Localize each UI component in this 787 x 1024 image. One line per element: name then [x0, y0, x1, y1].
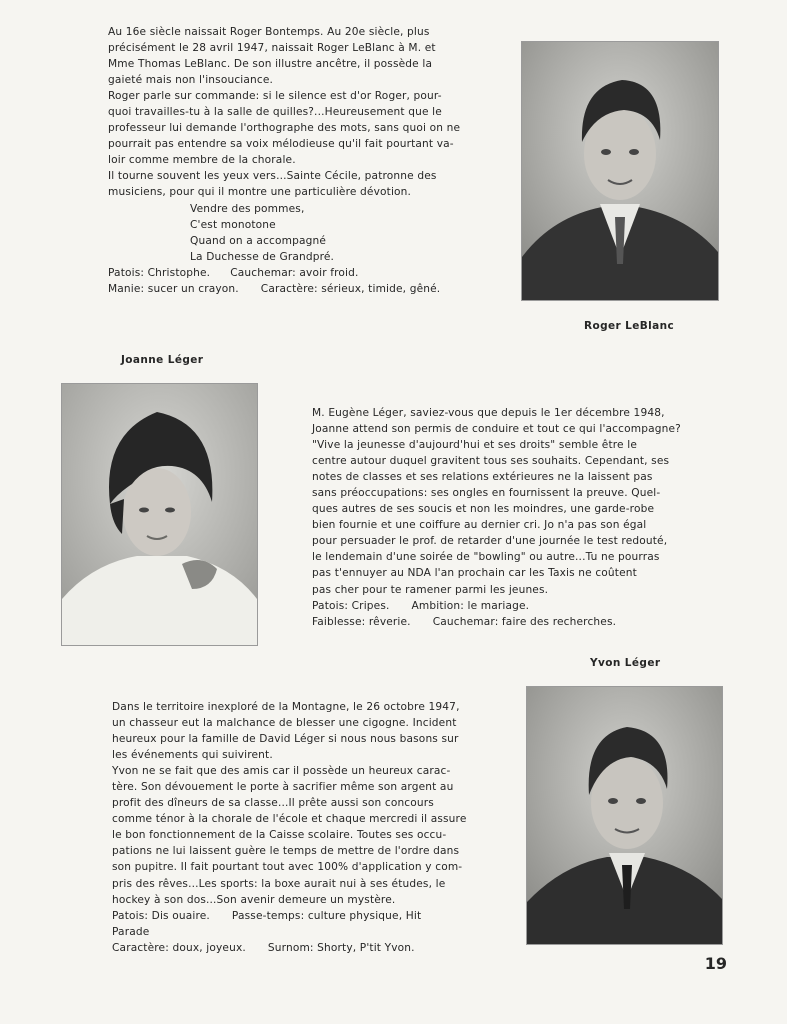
bio-line: pations ne lui laissent guère le temps de mettre de l'ordre dans [112, 845, 460, 858]
caractere: Caractère: sérieux, timide, gêné. [260, 282, 441, 295]
portrait-image [522, 42, 718, 300]
roger-bio [108, 24, 486, 297]
bio-line: Yvon ne se fait que des amis car il possède un heureux carac- [112, 765, 451, 778]
bio-line: son pupitre. Il fait pourtant tout avec 100% d'application y com- [112, 861, 463, 874]
bio-line: le lendemain d'une soirée de "bowling" ou autre...Tu ne pourras [312, 551, 660, 564]
bio-line: Dans le territoire inexploré de la Montagne, le 26 octobre 1947, [112, 701, 460, 713]
traits-line [112, 940, 490, 956]
bio-line: heureux pour la famille de David Léger si nous nous basons sur [112, 733, 459, 746]
traits-line [112, 908, 490, 924]
bio-line: Au 16e siècle naissait Roger Bontemps. Au 20e siècle, plus [108, 26, 430, 38]
page-number: 19 [704, 954, 727, 973]
bio-line: pris des rêves...Les sports: la boxe aurait nui à ses études, le [112, 877, 446, 890]
cauchemar: Cauchemar: avoir froid. [230, 266, 359, 279]
surnom: Surnom: Shorty, P'tit Yvon. [267, 941, 415, 954]
bio-line: un chasseur eut la malchance de blesser une cigogne. Incident [112, 717, 457, 730]
bio-line: notes de classes et ses relations extérieures ne la laissent pas [312, 471, 653, 484]
bio-line: professeur lui demande l'orthographe des mots, sans quoi on ne [108, 122, 461, 135]
bio-line: comme ténor à la chorale de l'école et chaque mercredi il assure [112, 813, 467, 826]
yvon-name-caption: Yvon Léger [590, 657, 661, 669]
manie: Manie: sucer un crayon. [108, 282, 239, 295]
poem-line: C'est monotone [190, 218, 276, 231]
bio-line: hockey à son dos...Son avenir demeure un mystère. [112, 893, 396, 906]
bio-line: précisément le 28 avril 1947, naissait Roger LeBlanc à M. et [108, 42, 436, 55]
bio-line: "Vive la jeunesse d'aujourd'hui et ses droits" semble être le [312, 439, 637, 452]
bio-line: Joanne attend son permis de conduire et tout ce qui l'accompagne? [312, 423, 681, 436]
bio-line: loir comme membre de la chorale. [108, 154, 296, 167]
poem-line: Quand on a accompagné [190, 234, 327, 247]
traits-line [312, 614, 688, 630]
bio-line: Roger parle sur commande: si le silence est d'or Roger, pour- [108, 90, 442, 103]
patois: Patois: Dis ouaire. [112, 909, 210, 922]
patois: Patois: Cripes. [312, 599, 390, 612]
bio-line: pourrait pas entendre sa voix mélodieuse qu'il fait pourtant va- [108, 138, 454, 151]
traits-line [108, 265, 486, 281]
traits-line-continued [112, 924, 490, 940]
roger-photo [521, 41, 719, 301]
bio-line: sans préoccupations: ses ongles en fournissent la preuve. Quel- [312, 487, 661, 500]
roger-name-caption: Roger LeBlanc [584, 320, 675, 332]
bio-line: le bon fonctionnement de la Caisse scolaire. Toutes ses occu- [112, 829, 447, 842]
bio-line: quoi travailles-tu à la salle de quilles?...Heureusement que le [108, 106, 442, 119]
portrait-image [62, 384, 257, 645]
portrait-image [527, 687, 722, 944]
patois: Patois: Christophe. [108, 266, 211, 279]
bio-line: musiciens, pour qui il montre une particulière dévotion. [108, 186, 412, 199]
ambition: Ambition: le mariage. [411, 599, 530, 612]
bio-line: bien fournie et une coiffure au dernier cri. Jo n'a pas son égal [312, 519, 647, 532]
traits-line [108, 281, 486, 297]
bio-line: ques autres de ses soucis et non les moindres, une garde-robe [312, 503, 655, 516]
joanne-bio [312, 405, 688, 630]
bio-line: pour persuader le prof. de retarder d'une journée le test redouté, [312, 535, 668, 548]
faiblesse: Faiblesse: rêverie. [312, 615, 411, 628]
traits-line [312, 598, 688, 614]
joanne-photo [61, 383, 258, 646]
bio-line: Il tourne souvent les yeux vers...Sainte Cécile, patronne des [108, 170, 437, 183]
passe-temps: Passe-temps: culture physique, Hit [231, 909, 422, 922]
poem-line: Vendre des pommes, [190, 202, 305, 215]
yvon-bio [112, 699, 490, 956]
bio-line: les événements qui suivirent. [112, 749, 273, 762]
caractere: Caractère: doux, joyeux. [112, 941, 246, 954]
bio-line: pas cher pour te ramener parmi les jeunes. [312, 583, 549, 596]
bio-line: centre autour duquel gravitent tous ses souhaits. Cependant, ses [312, 455, 670, 468]
cauchemar: Cauchemar: faire des recherches. [432, 615, 617, 628]
bio-line: profit des dîneurs de sa classe...Il prête aussi son concours [112, 797, 434, 810]
yvon-photo [526, 686, 723, 945]
bio-line: pas t'ennuyer au NDA l'an prochain car les Taxis ne coûtent [312, 567, 637, 580]
bio-line: M. Eugène Léger, saviez-vous que depuis le 1er décembre 1948, [312, 407, 665, 419]
poem-line: La Duchesse de Grandpré. [190, 250, 335, 263]
bio-line: tère. Son dévouement le porte à sacrifier même son argent au [112, 781, 454, 794]
parade: Parade [112, 925, 150, 938]
bio-line: gaieté mais non l'insouciance. [108, 74, 274, 87]
joanne-name-caption: Joanne Léger [121, 354, 204, 366]
bio-line: Mme Thomas LeBlanc. De son illustre ancêtre, il possède la [108, 58, 433, 71]
